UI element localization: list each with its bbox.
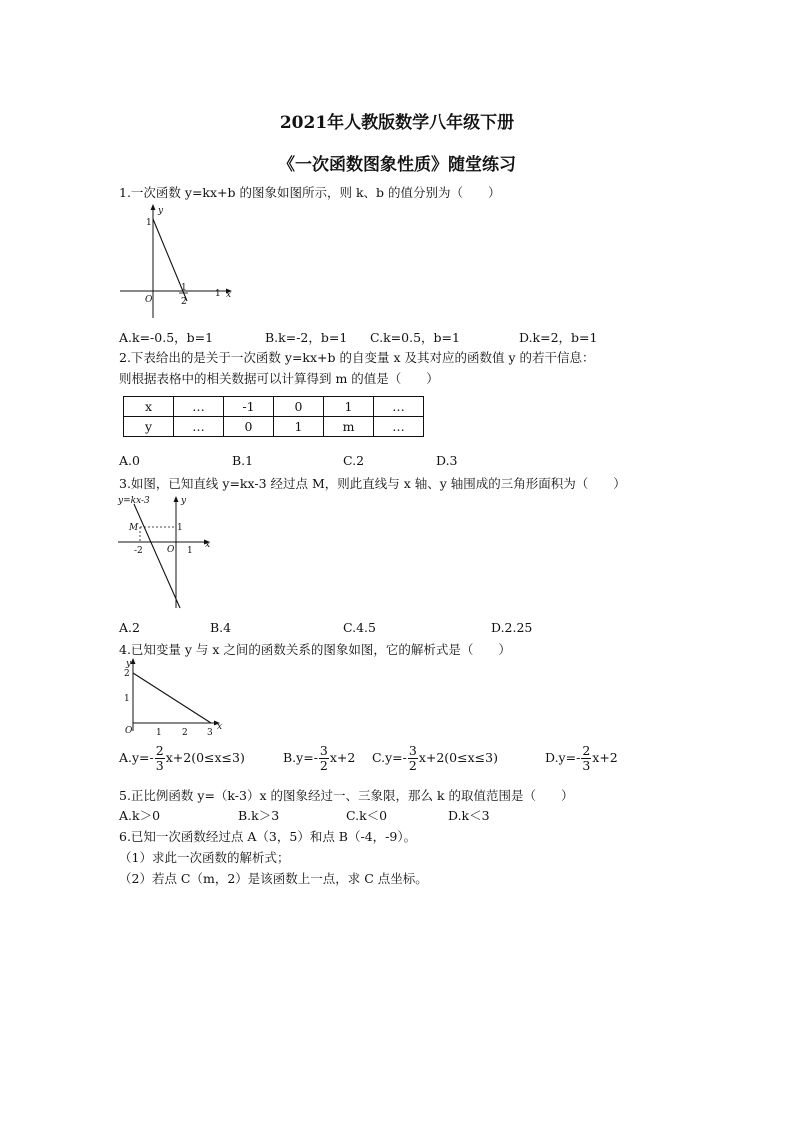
- q3-x-axis-label: x: [205, 540, 211, 550]
- table-cell: 0: [274, 397, 324, 417]
- q4-option-a[interactable]: [119, 744, 245, 773]
- fraction-denominator: 3: [582, 758, 591, 773]
- q4-y-tick-1: 1: [124, 694, 130, 704]
- question-6-stem: 6.已知一次函数经过点 A（3，5）和点 B（-4，-9）。: [119, 829, 417, 844]
- q5-option-a[interactable]: A.k＞0: [119, 808, 161, 823]
- q1-origin-label: O: [145, 295, 153, 305]
- question-3-stem: 3.如图，已知直线 y=kx-3 经过点 M，则此直线与 x 轴、y 轴围成的三角形面积为（ ）: [119, 476, 626, 491]
- question-6-part-1: （1）求此一次函数的解析式；: [119, 850, 290, 865]
- q1-y-tick: 1: [146, 218, 152, 228]
- table-cell: …: [174, 417, 224, 437]
- table-cell: 0: [224, 417, 274, 437]
- q5-option-b[interactable]: B.k＞3: [238, 808, 280, 823]
- q1-option-b[interactable]: B.k=-2，b=1: [265, 330, 348, 345]
- fraction-numerator: 3: [408, 743, 417, 758]
- q4-option-d-suffix: x+2: [592, 750, 618, 765]
- q1-x-axis-label: x: [226, 290, 232, 300]
- q3-option-d[interactable]: D.2.25: [491, 620, 533, 635]
- fraction-numerator: 3: [319, 743, 328, 758]
- q3-point-m: M: [129, 523, 139, 533]
- q4-x-axis-label: x: [217, 722, 223, 732]
- q4-graph: [118, 657, 228, 739]
- q2-option-b[interactable]: B.1: [232, 453, 254, 468]
- q4-x-tick-3: 3: [207, 728, 213, 738]
- fraction-denominator: 2: [408, 758, 417, 773]
- q4-option-c-prefix: C.y=-: [372, 750, 407, 765]
- q5-option-d[interactable]: D.k＜3: [448, 808, 490, 823]
- q3-origin-label: O: [167, 545, 175, 555]
- table-cell: 1: [324, 397, 374, 417]
- table-cell: 1: [274, 417, 324, 437]
- q3-y-tick: 1: [177, 523, 183, 533]
- q1-option-c[interactable]: C.k=0.5，b=1: [370, 330, 460, 345]
- q4-option-b-fraction: [319, 744, 329, 773]
- page-title: 2021年人教版数学八年级下册: [279, 113, 515, 133]
- q4-y-axis-label: y: [126, 659, 132, 669]
- q3-graph: [116, 494, 216, 610]
- table-cell: …: [374, 417, 424, 437]
- q3-x-neg-tick: -2: [134, 546, 143, 556]
- fraction-numerator: 2: [155, 743, 164, 758]
- q4-option-c-fraction: [408, 744, 418, 773]
- fraction-denominator: 2: [319, 758, 328, 773]
- table-cell: y: [124, 417, 174, 437]
- q4-x-tick-1: 1: [156, 728, 162, 738]
- q4-option-b-prefix: B.y=-: [283, 750, 318, 765]
- q1-option-d[interactable]: D.k=2，b=1: [519, 330, 598, 345]
- table-row: [124, 397, 424, 417]
- q3-option-c[interactable]: C.4.5: [343, 620, 376, 635]
- q3-x-tick: 1: [187, 546, 193, 556]
- question-2-stem-2: 则根据表格中的相关数据可以计算得到 m 的值是（ ）: [119, 371, 439, 386]
- q2-option-a[interactable]: A.0: [119, 453, 140, 468]
- q4-option-b[interactable]: [283, 744, 355, 773]
- question-5-stem: 5.正比例函数 y=（k-3）x 的图象经过一、三象限，那么 k 的取值范围是（ ）: [119, 788, 574, 803]
- question-6-part-2: （2）若点 C（m，2）是该函数上一点，求 C 点坐标。: [119, 871, 428, 886]
- q3-y-axis-label: y: [181, 496, 187, 506]
- q4-option-d[interactable]: [545, 744, 618, 773]
- table-row: [124, 417, 424, 437]
- q2-option-c[interactable]: C.2: [343, 453, 365, 468]
- q3-option-b[interactable]: B.4: [210, 620, 232, 635]
- q2-option-d[interactable]: D.3: [436, 453, 458, 468]
- q1-x-tick-denominator: 2: [181, 297, 187, 307]
- table-cell: m: [324, 417, 374, 437]
- q4-option-b-suffix: x+2: [329, 750, 356, 765]
- q4-y-tick-2: 2: [124, 669, 130, 679]
- table-cell: …: [174, 397, 224, 417]
- table-cell: x: [124, 397, 174, 417]
- q4-option-d-prefix: D.y=-: [545, 750, 581, 765]
- fraction-denominator: 3: [155, 758, 164, 773]
- q4-origin-label: O: [125, 726, 133, 736]
- q1-y-axis-label: y: [158, 206, 164, 216]
- page-subtitle: 《一次函数图象性质》随堂练习: [278, 155, 516, 175]
- question-4-stem: 4.已知变量 y 与 x 之间的函数关系的图象如图，它的解析式是（ ）: [119, 642, 511, 657]
- q4-option-a-suffix: x+2(0≤x≤3): [165, 750, 245, 765]
- q4-option-a-fraction: [155, 744, 165, 773]
- fraction-numerator: 2: [582, 743, 591, 758]
- q2-data-table: [123, 396, 424, 437]
- question-2-stem: 2.下表给出的是关于一次函数 y=kx+b 的自变量 x 及其对应的函数值 y 的若干信息：: [119, 350, 595, 365]
- q5-option-c[interactable]: C.k＜0: [346, 808, 388, 823]
- q1-x-tick-one: 1: [215, 289, 221, 299]
- q4-option-c[interactable]: [372, 744, 498, 773]
- q4-option-d-fraction: [581, 744, 591, 773]
- question-1-stem: 1.一次函数 y=kx+b 的图象如图所示，则 k、b 的值分别为（ ）: [119, 185, 501, 200]
- q3-line-label: y=kx-3: [118, 496, 150, 506]
- q4-x-tick-2: 2: [182, 728, 188, 738]
- table-cell: …: [374, 397, 424, 417]
- q4-option-c-suffix: x+2(0≤x≤3): [418, 750, 498, 765]
- q1-graph: [118, 202, 238, 320]
- q4-option-a-prefix: A.y=-: [119, 750, 154, 765]
- q1-x-tick-numerator: 1: [181, 283, 187, 293]
- q1-option-a[interactable]: A.k=-0.5，b=1: [119, 330, 214, 345]
- q3-option-a[interactable]: A.2: [119, 620, 140, 635]
- table-cell: -1: [224, 397, 274, 417]
